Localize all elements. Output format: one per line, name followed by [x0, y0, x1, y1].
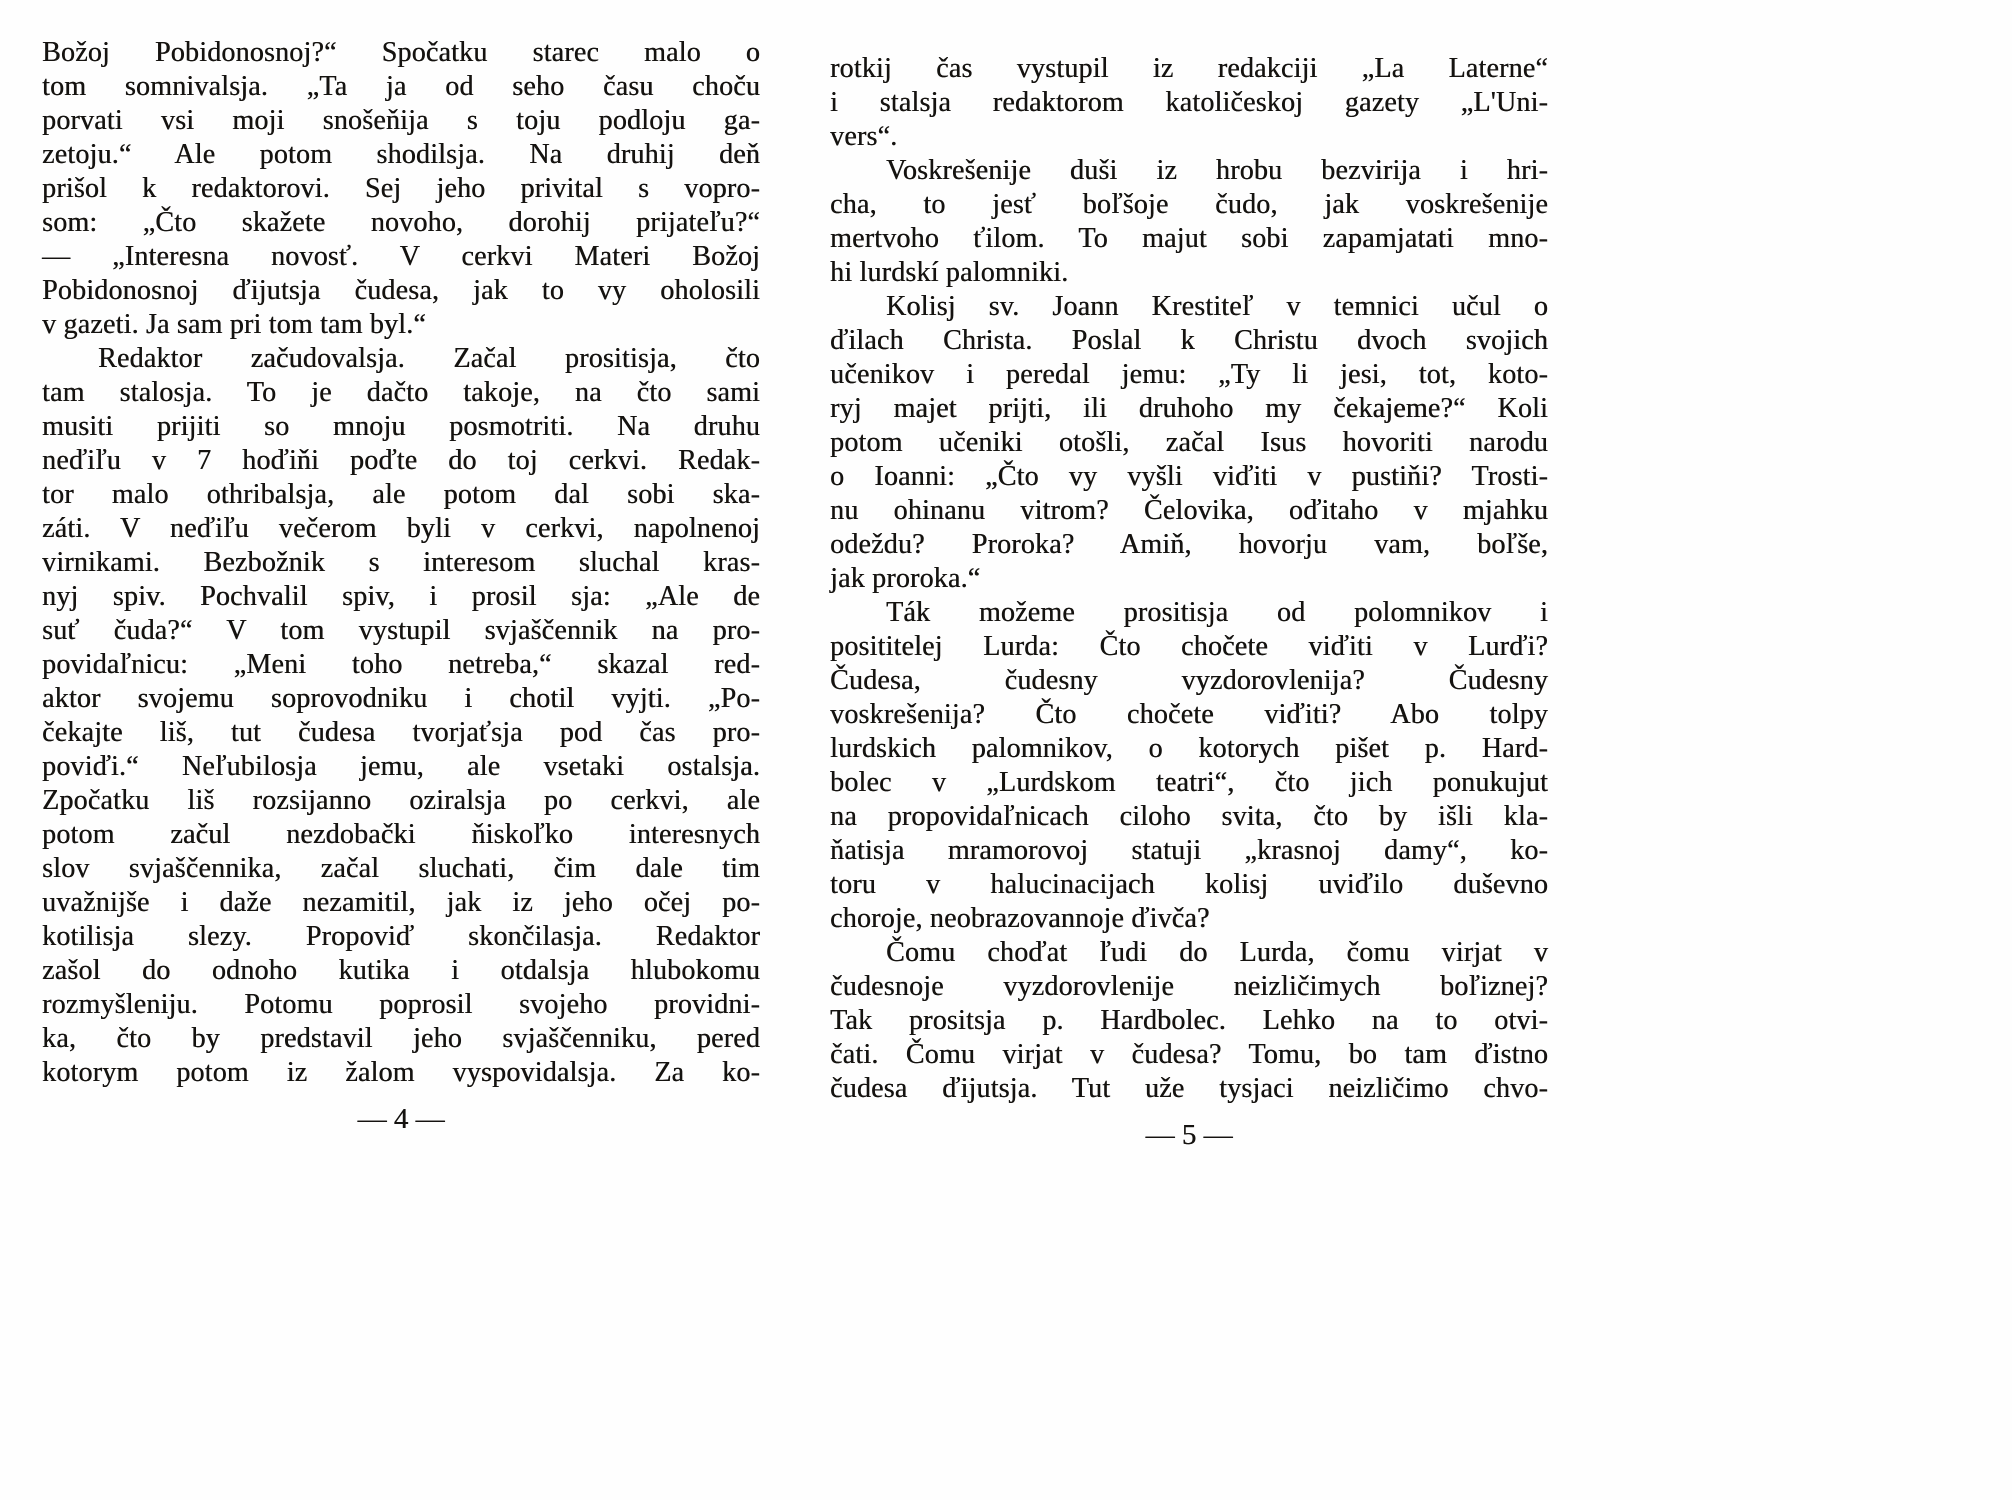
text-line: hi lurdskí palomniki. [830, 257, 1069, 288]
text-line: kotilisja slezy. Propoviď skončilasja. Redaktor [42, 921, 760, 952]
text-line: mertvoho ťilom. To majut sobi zapamjatati mno- [830, 223, 1548, 254]
text-line: aktor svojemu soprovodniku i chotil vyjti. „Po- [42, 683, 760, 714]
page-5 [830, 52, 1548, 1152]
text-line: potom učeniki otošli, začal Isus hovoriti narodu [830, 427, 1548, 458]
text-line: čekajte liš, tut čudesa tvorjaťsja pod čas pro- [42, 717, 760, 748]
text-line: neďiľu v 7 hoďiňi poďte do toj cerkvi. Redak- [42, 445, 760, 476]
text-line: o Ioanni: „Čto vy vyšli viďiti v pustiňi? Trosti- [830, 461, 1548, 492]
page-4-text-column [42, 36, 760, 1090]
text-line: Voskrešenije duši iz hrobu bezvirija i hri- [886, 155, 1548, 186]
text-line: Redaktor začudovalsja. Začal prositisja, čto [98, 343, 760, 374]
text-line: Tak prositsja p. Hardbolec. Lehko na to otvi- [830, 1005, 1548, 1036]
text-line: Pobidonosnoj ďijutsja čudesa, jak to vy oholosili [42, 275, 760, 306]
text-line: voskrešenija? Čto chočete viďiti? Abo tolpy [830, 699, 1548, 730]
text-line: nu ohinanu vitrom? Čelovika, oďitaho v mjahku [830, 495, 1548, 526]
text-line: čudesa ďijutsja. Tut uže tysjaci neizličimo chvo- [830, 1073, 1548, 1104]
text-line: Čomu choďat ľudi do Lurda, čomu virjat v [886, 937, 1548, 968]
text-line: lurdskich palomnikov, o kotorych pišet p. Hard- [830, 733, 1548, 764]
text-line: kotorym potom iz žalom vyspovidalsja. Za ko- [42, 1057, 760, 1088]
text-line: i stalsja redaktorom katoličeskoj gazety „L'Uni- [830, 87, 1548, 118]
text-line: slov svjaščennika, začal sluchati, čim dale tim [42, 853, 760, 884]
text-line: suť čuda?“ V tom vystupil svjaščennik na pro- [42, 615, 760, 646]
text-line: jak proroka.“ [830, 563, 981, 594]
text-line: Kolisj sv. Joann Krestiteľ v temnici učul o [886, 291, 1548, 322]
text-line: ryj majet prijti, ili druhoho my čekajeme?“ Koli [830, 393, 1548, 424]
text-line: choroje, neobrazovannoje ďivča? [830, 903, 1210, 934]
text-line: povidaľnicu: „Meni toho netreba,“ skazal red- [42, 649, 760, 680]
text-line: prišol k redaktorovi. Sej jeho privital s vopro- [42, 173, 760, 204]
text-line: ka, čto by predstavil jeho svjaščenniku, pered [42, 1023, 760, 1054]
text-line: na propovidaľnicach ciloho svita, čto by išli kla- [830, 801, 1548, 832]
text-line: čudesnoje vyzdorovlenije neizličimych boľiznej? [830, 971, 1548, 1002]
text-line: Zpočatku liš rozsijanno oziralsja po cerkvi, ale [42, 785, 760, 816]
text-line: cha, to jesť boľšoje čudo, jak voskrešenije [830, 189, 1548, 220]
text-line: Ták možeme prositisja od polomnikov i [886, 597, 1548, 628]
text-line: vers“. [830, 121, 898, 152]
text-line: tom somnivalsja. „Ta ja od seho času choču [42, 71, 760, 102]
text-line: toru v halucinacijach kolisj uviďilo duševno [830, 869, 1548, 900]
text-line: čati. Čomu virjat v čudesa? Tomu, bo tam ďistno [830, 1039, 1548, 1070]
text-line: odeždu? Proroka? Amiň, hovorju vam, boľše, [830, 529, 1548, 560]
text-line: porvati vsi moji snošeňija s toju podloju ga- [42, 105, 760, 136]
page-number-5: — 5 — [1145, 1119, 1233, 1151]
page-4 [42, 36, 760, 1136]
text-line: zašol do odnoho kutika i otdalsja hlubokomu [42, 955, 760, 986]
text-line: v gazeti. Ja sam pri tom tam byl.“ [42, 309, 426, 340]
text-line: poviďi.“ Neľubilosja jemu, ale vsetaki ostalsja. [42, 751, 760, 782]
text-line: virnikami. Bezbožnik s interesom sluchal kras- [42, 547, 760, 578]
text-line: tor malo othribalsja, ale potom dal sobi ska- [42, 479, 760, 510]
page-5-text-column [830, 52, 1548, 1106]
text-line: tam stalosja. To je dačto takoje, na čto sami [42, 377, 760, 408]
text-line: — „Interesna novosť. V cerkvi Materi Božoj [42, 241, 760, 272]
text-line: nyj spiv. Pochvalil spiv, i prosil sja: „Ale de [42, 581, 760, 612]
text-line: posititelej Lurda: Čto chočete viďiti v Lurďi? [830, 631, 1548, 662]
text-line: zetoju.“ Ale potom shodilsja. Na druhij deň [42, 139, 760, 170]
text-line: musiti prijiti so mnoju posmotriti. Na druhu [42, 411, 760, 442]
text-line: som: „Čto skažete novoho, dorohij prijateľu?“ [42, 207, 760, 238]
text-line: učenikov i peredal jemu: „Ty li jesi, tot, koto- [830, 359, 1548, 390]
text-line: uvažnijše i daže nezamitil, jak iz jeho očej po- [42, 887, 760, 918]
text-line: rotkij čas vystupil iz redakciji „La Laterne“ [830, 53, 1548, 84]
text-line: potom začul nezdobački ňiskoľko interesnych [42, 819, 760, 850]
text-line: rozmyšleniju. Potomu poprosil svojeho providni- [42, 989, 760, 1020]
text-line: záti. V neďiľu večerom byli v cerkvi, napolnenoj [42, 513, 760, 544]
text-line: Božoj Pobidonosnoj?“ Spočatku starec malo o [42, 37, 760, 68]
text-line: ďilach Christa. Poslal k Christu dvoch svojich [830, 325, 1548, 356]
text-line: bolec v „Lurdskom teatri“, čto jich ponukujut [830, 767, 1548, 798]
text-line: Čudesa, čudesny vyzdorovlenija? Čudesny [830, 665, 1548, 696]
page-number-4: — 4 — [357, 1103, 445, 1135]
text-line: ňatisja mramorovoj statuji „krasnoj damy“, ko- [830, 835, 1548, 866]
